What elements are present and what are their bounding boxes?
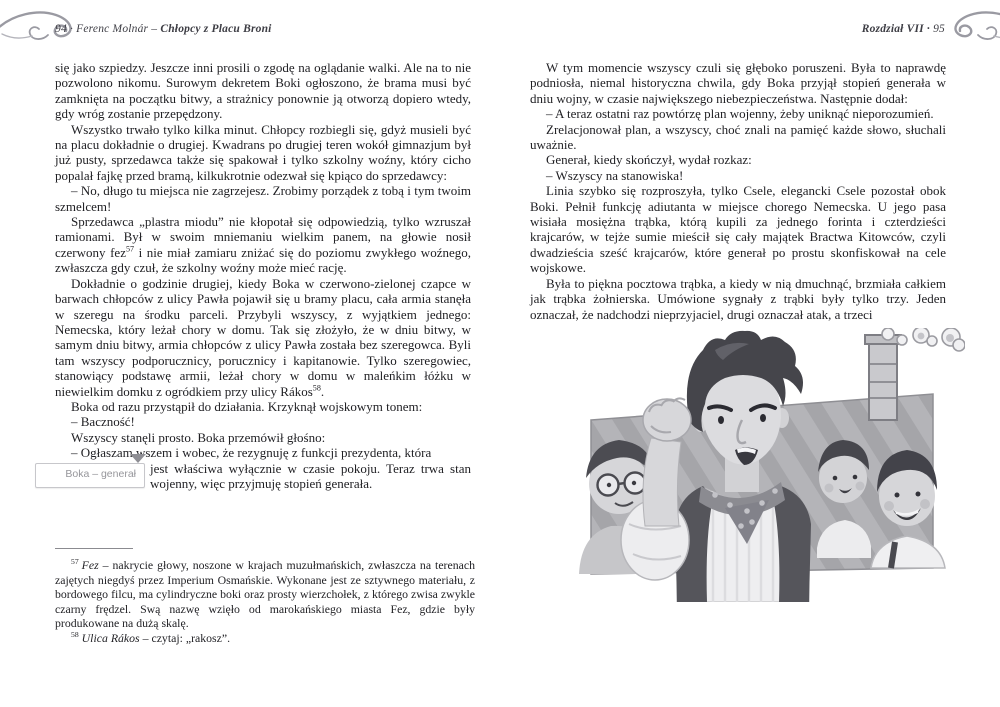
footnote-text: – czytaj: „rakosz”. [139, 630, 231, 645]
book-title: Chłopcy z Placu Broni [160, 23, 272, 35]
paragraph-text: i nie miał zamiaru zniżać się do poziomu zwykłego woźnego, zwłaszcza gdy czuł, że szkolny woźny może mieć rację. [55, 244, 471, 276]
paragraph-text: Sprzedawca „plastra miodu” nie kłopotał się odpowiedzią, tylko wzruszał ramionami. Był w swoim mniemaniu wielkim panem, na głowie nosił czerwony fez [55, 214, 471, 260]
paragraph: Linia szybko się rozproszyła, tylko Csele, elegancki Csele pozostał obok Boki. Pełnił funkcję adiutanta w miejsce chorego Nemecska. U jego pasa wisiała mosiężna trąbka, którą kupili za jednego forinta i czterdzieści krajcarów, w tejże sumie mieścił się cały majątek Bractwa Kitowców, czyli dwadzieścia sześć krajcarów, które generał po prostu skonfiskował na cele wojskowe. [530, 183, 946, 276]
footnote-marker: 57 [71, 557, 79, 567]
paragraph-text: jest właściwa wyłącznie w czasie pokoju. Teraz trwa stan wojenny, więc przyjmuję stopień generała. [150, 460, 471, 491]
margin-note-tab[interactable] [35, 463, 145, 488]
footnote-text: – nakrycie głowy, noszone w krajach muzułmańskich, zwłaszcza na terenach zajętych niegdyś przez Imperium Osmańskie. Wykonane jest ze sztywnego materiału, z bordowego filcu, ma cylindryczne boki oraz prosty wierzchołek, z którego zwisa zwykle czarny frędzel. Swą nazwę wzięło od marokańskiego miasta Fez, gdzie były produkowane na dużą skalę. [55, 558, 475, 631]
suspender-strap [891, 542, 895, 568]
paragraph-text: Dokładnie o godzinie drugiej, kiedy Boka w czerwono-zielonej czapce w barwach chłopców z ulicy Pawła pojawił się u bramy placu, cała armia stanęła w szeregu na środku parceli. Przybyli wszyscy, z wyjątkiem jednego: Nemecska, który leżał chory w domu. Tak się złożyło, że w dniu bitwy, w samym dniu bitwy, armia chłopców z ulicy Pawła została bez szeregowca. Byli tam wszyscy podporucznicy, porucznicy i kapitanowie. Tylko szeregowiec, stanowiący podstawę armii, leżał chory w domu w maleńkim łóżku w niewielkim domku z ogródkiem przy ulicy Rákos [55, 275, 471, 399]
paragraph: się jako szpiedzy. Jeszcze inni prosili o zgodę na oglądanie walki. Ale na to nie pozwolono nikomu. Surowym dekretem Boki ogłoszono, że brama musi być zamknięta na początku bitwy, a strażnicy ponownie ją otworzą dopiero wtedy, gdy wróg zostanie przepędzony. [55, 60, 471, 122]
paragraph: Była to piękna pocztowa trąbka, a kiedy w nią dmuchnąć, brzmiała całkiem jak trąbka żołnierska. Umówione sygnały z trąbki były tylko trzy. Jeden oznaczał, że nadchodzi nieprzyjaciel, drugi oznaczał atak, a trzeci [530, 275, 946, 322]
paragraph-dialogue: – Baczność! [71, 414, 135, 430]
right-page-text-column [530, 60, 946, 602]
paragraph-text: . [320, 383, 325, 399]
paragraph-dialogue: – No, długo tu miejsca nie zagrzejesz. Zrobimy porządek z tobą i tym twoim szmelcem! [55, 183, 471, 214]
paragraph-dialogue: – Wszyscy na stanowiska! [546, 167, 684, 183]
footnote [55, 558, 475, 631]
paragraph [55, 276, 471, 399]
boy-right-front [871, 450, 945, 568]
footnote [55, 631, 475, 646]
left-page-text-column [55, 60, 471, 491]
paragraph-text: – Ogłaszam wszem i wobec, że rezygnuję z funkcji prezydenta, która [71, 445, 432, 461]
footnote-marker: 58 [71, 630, 79, 640]
margin-note-label: Boka – generał [65, 468, 136, 481]
page-number: 95 [933, 23, 945, 35]
running-head-left [55, 23, 272, 35]
paragraph-dialogue: – A teraz ostatni raz powtórzę plan wojenny, żeby uniknąć nieporozumień. [546, 106, 934, 122]
raised-arm [643, 438, 681, 526]
chapter-title: Rozdział VII · [861, 23, 934, 35]
paragraph [55, 214, 471, 276]
paragraph: Wszystko trwało tylko kilka minut. Chłopcy rozbiegli się, gdyż musieli być na placu dokładnie o drugiej. Kwadrans po drugiej teren wokół gimnazjum był już pusty, sprzedawca także się spakował i tylko szkolny woźny, który cicho popalał fajkę przed bramą, kilkukrotnie odezwał się kpiąco do sprzedawcy: [55, 121, 471, 183]
footnote-separator [55, 548, 133, 549]
footnote-term: Fez [81, 558, 99, 572]
illustration-boys-announcement [555, 328, 965, 602]
running-head-right [862, 23, 945, 35]
paragraph: Boka od razu przystąpił do działania. Krzyknął wojskowym tonem: [71, 398, 423, 414]
footnote-ref: 57 [125, 244, 135, 254]
margin-note-pointer-icon [130, 454, 146, 463]
paragraph: Zrelacjonował plan, a wszyscy, choć znali na pamięć każde słowo, słuchali uważnie. [530, 121, 946, 153]
paragraph: W tym momencie wszyscy czuli się głęboko poruszeni. Była to naprawdę podniosła, niemal historyczna chwila, gdy Boka przyjął stopień generała w dniu wojny, w czasie największego niebezpieczeństwa. Następnie dodał: [530, 60, 946, 106]
footnote-ref: 58 [312, 383, 321, 393]
page-number-author: 94 · Ferenc Molnár – [55, 23, 161, 35]
footnotes [55, 548, 475, 646]
factory-chimney [865, 335, 901, 420]
paragraph: Generał, kiedy skończył, wydał rozkaz: [546, 152, 752, 168]
fist [643, 399, 691, 441]
paragraph: Wszyscy stanęli prosto. Boka przemówił głośno: [71, 429, 326, 445]
paragraph-dialogue [55, 445, 471, 491]
footnote-term: Ulica Rákos [81, 630, 140, 645]
